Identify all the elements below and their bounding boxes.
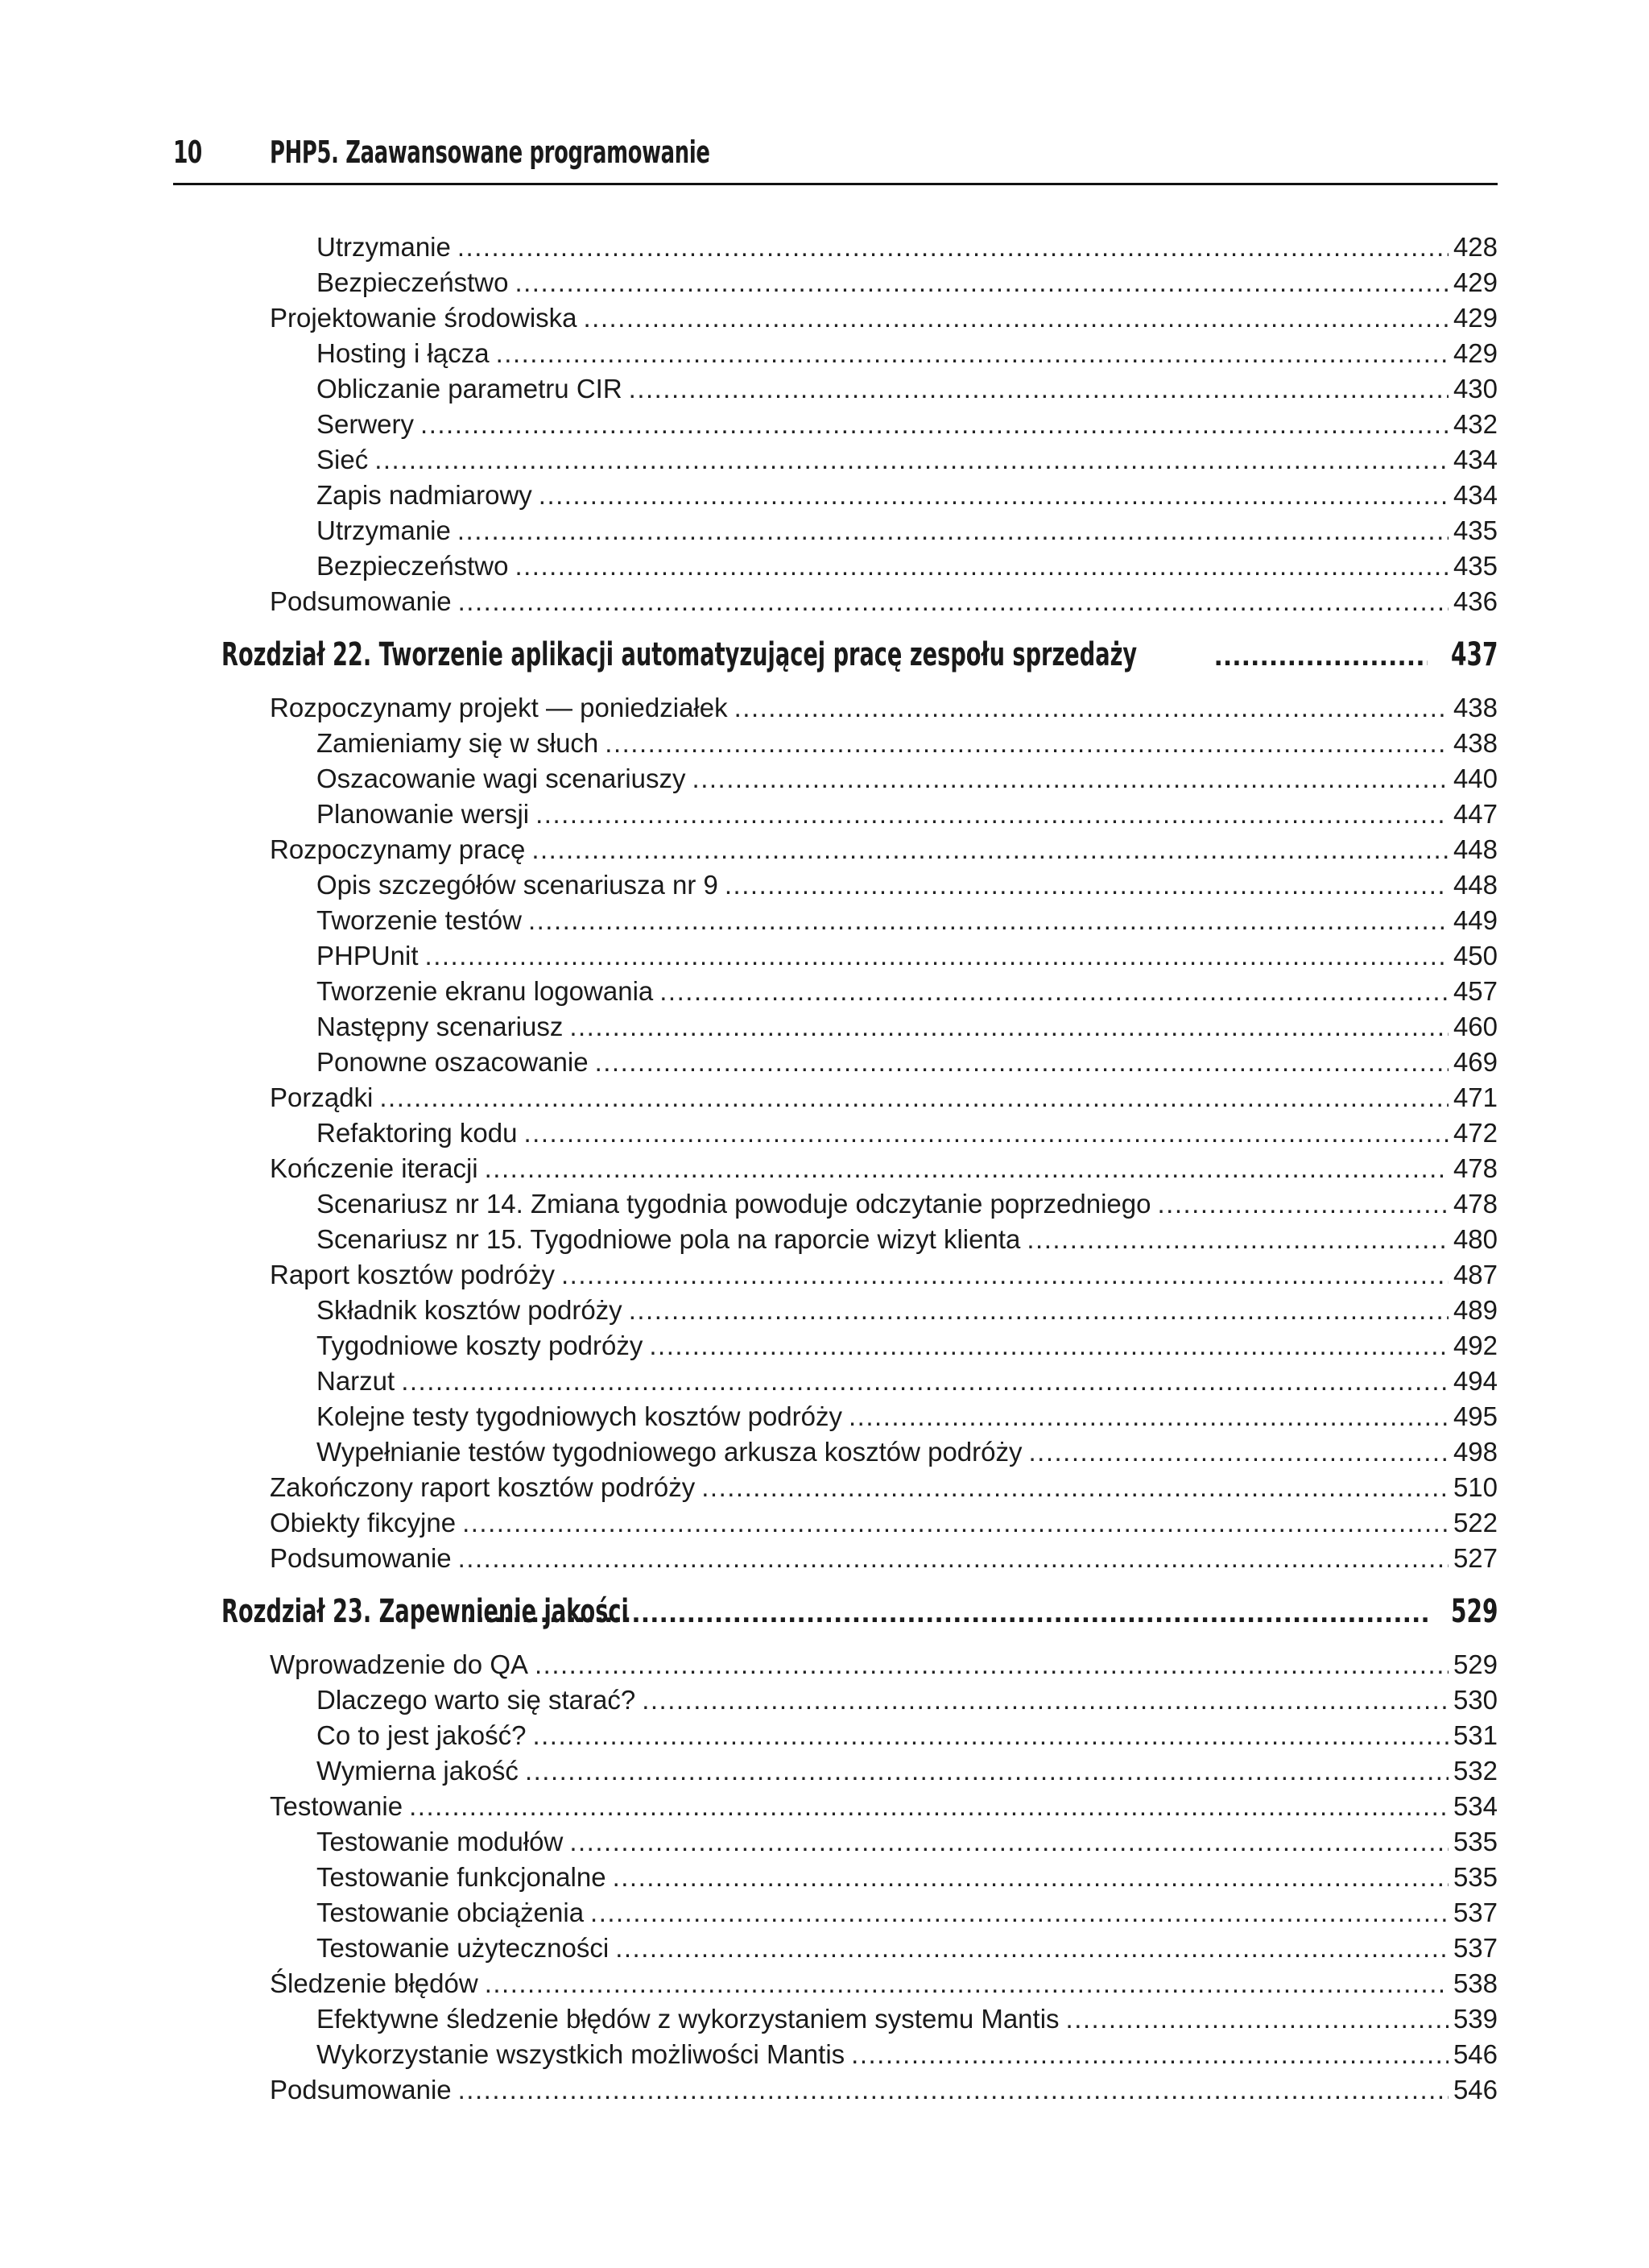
dot-leader [485, 1966, 1449, 2001]
entry-title: Kolejne testy tygodniowych kosztów podróży [316, 1401, 843, 1431]
chapter-page-number: 529 [1450, 1593, 1498, 1630]
dot-leader [1158, 1186, 1449, 1222]
dot-leader [851, 2037, 1449, 2072]
running-header [173, 133, 1498, 185]
dot-leader [401, 1364, 1449, 1399]
dot-leader [649, 1328, 1449, 1364]
toc-subsection-entry [221, 1895, 1498, 1931]
dot-leader [1027, 1222, 1449, 1257]
entry-page-number: 438 [1453, 728, 1498, 758]
entry-page-number: 434 [1453, 480, 1498, 510]
entry-title: Testowanie obciążenia [316, 1898, 585, 1927]
toc-subsection-entry [221, 1434, 1498, 1470]
dot-leader [379, 1080, 1449, 1115]
toc-subsection-entry [221, 265, 1498, 300]
entry-title: Co to jest jakość? [316, 1720, 527, 1750]
dot-leader [1066, 2001, 1449, 2037]
toc-subsection-entry [221, 1931, 1498, 1966]
dot-leader [613, 1860, 1449, 1895]
toc-section-entry [221, 584, 1498, 619]
entry-page-number: 435 [1453, 551, 1498, 581]
chapter-page-number: 437 [1450, 636, 1498, 673]
chapter-title: Rozdział 23. Zapewnienie jakości [221, 1593, 629, 1630]
dot-leader [457, 230, 1449, 265]
entry-title: Porządki [270, 1082, 374, 1112]
entry-title: Podsumowanie [270, 586, 452, 616]
entry-title: Następny scenariusz [316, 1012, 564, 1041]
entry-page-number: 489 [1453, 1295, 1498, 1325]
entry-page-number: 432 [1453, 409, 1498, 439]
dot-leader [409, 1789, 1449, 1824]
entry-page-number: 460 [1453, 1012, 1498, 1041]
entry-title: Sieć [316, 445, 369, 474]
dot-leader [525, 1753, 1449, 1789]
dot-leader [629, 371, 1449, 407]
entry-page-number: 487 [1453, 1260, 1498, 1289]
dot-leader [528, 903, 1449, 938]
toc-subsection-entry [221, 1045, 1498, 1080]
entry-page-number: 440 [1453, 764, 1498, 793]
entry-title: Podsumowanie [270, 2075, 452, 2105]
table-of-contents [221, 230, 1498, 2108]
entry-title: Ponowne oszacowanie [316, 1047, 589, 1077]
entry-title: Testowanie [270, 1791, 403, 1821]
toc-subsection-entry [221, 938, 1498, 974]
entry-page-number: 447 [1453, 799, 1498, 829]
entry-title: Testowanie użyteczności [316, 1933, 610, 1963]
toc-section-entry [221, 1470, 1498, 1505]
toc-section-entry [221, 690, 1498, 726]
entry-page-number: 472 [1453, 1118, 1498, 1148]
toc-subsection-entry [221, 2037, 1498, 2072]
toc-subsection-entry [221, 1115, 1498, 1151]
toc-section-entry [221, 1541, 1498, 1576]
toc-subsection-entry [221, 974, 1498, 1009]
toc-subsection-entry [221, 1293, 1498, 1328]
toc-subsection-entry [221, 867, 1498, 903]
entry-page-number: 430 [1453, 374, 1498, 404]
entry-page-number: 480 [1453, 1224, 1498, 1254]
toc-subsection-entry [221, 797, 1498, 832]
dot-leader [539, 478, 1449, 513]
entry-title: Serwery [316, 409, 415, 439]
dot-leader [569, 1009, 1449, 1045]
dot-leader [485, 1151, 1449, 1186]
toc-subsection-entry [221, 371, 1498, 407]
dot-leader [523, 1115, 1448, 1151]
entry-title: Wykorzystanie wszystkich możliwości Mantis [316, 2039, 845, 2069]
toc-section-entry [221, 1080, 1498, 1115]
entry-title: Wprowadzenie do QA [270, 1649, 528, 1679]
dot-leader [595, 1045, 1449, 1080]
dot-leader [458, 2072, 1449, 2108]
dot-leader [615, 1931, 1449, 1966]
entry-page-number: 537 [1453, 1898, 1498, 1927]
dot-leader [458, 584, 1449, 619]
entry-title: Tworzenie testów [316, 905, 522, 935]
dot-leader [561, 1257, 1449, 1293]
toc-section-entry [221, 1505, 1498, 1541]
entry-title: Dlaczego warto się starać? [316, 1685, 636, 1715]
entry-page-number: 527 [1453, 1543, 1498, 1573]
entry-title: Obliczanie parametru CIR [316, 374, 622, 404]
toc-subsection-entry [221, 903, 1498, 938]
entry-page-number: 428 [1453, 232, 1498, 262]
dot-leader [569, 1824, 1449, 1860]
entry-title: Składnik kosztów podróży [316, 1295, 622, 1325]
entry-title: Efektywne śledzenie błędów z wykorzystaniem systemu Mantis [316, 2004, 1060, 2034]
dot-leader [692, 761, 1449, 797]
dot-leader [734, 690, 1449, 726]
entry-page-number: 494 [1453, 1366, 1498, 1396]
toc-subsection-entry [221, 1682, 1498, 1718]
toc-subsection-entry [221, 1186, 1498, 1222]
entry-page-number: 522 [1453, 1508, 1498, 1538]
entry-title: Zamieniamy się w słuch [316, 728, 599, 758]
toc-chapter-heading [221, 631, 1498, 690]
entry-page-number: 429 [1453, 303, 1498, 333]
entry-title: Projektowanie środowiska [270, 303, 577, 333]
entry-title: Utrzymanie [316, 232, 451, 262]
dot-leader [725, 867, 1449, 903]
toc-subsection-entry [221, 478, 1498, 513]
entry-title: Testowanie modułów [316, 1827, 564, 1856]
toc-section-entry [221, 2072, 1498, 2108]
toc-section-entry [221, 1789, 1498, 1824]
toc-subsection-entry [221, 1364, 1498, 1399]
dot-leader [535, 797, 1449, 832]
dot-leader [374, 442, 1449, 478]
entry-title: Refaktoring kodu [316, 1118, 518, 1148]
entry-title: Obiekty fikcyjne [270, 1508, 457, 1538]
entry-page-number: 531 [1453, 1720, 1498, 1750]
toc-section-entry [221, 300, 1498, 336]
entry-title: Narzut [316, 1366, 395, 1396]
dot-leader [701, 1470, 1449, 1505]
dot-leader [1029, 1434, 1449, 1470]
toc-section-entry [221, 1647, 1498, 1682]
toc-section-entry [221, 832, 1498, 867]
entry-page-number: 435 [1453, 515, 1498, 545]
toc-subsection-entry [221, 761, 1498, 797]
entry-page-number: 434 [1453, 445, 1498, 474]
entry-page-number: 448 [1453, 870, 1498, 900]
entry-page-number: 478 [1453, 1153, 1498, 1183]
toc-section-entry [221, 1257, 1498, 1293]
toc-subsection-entry [221, 442, 1498, 478]
dot-leader [458, 1541, 1449, 1576]
entry-page-number: 532 [1453, 1756, 1498, 1786]
entry-page-number: 492 [1453, 1331, 1498, 1360]
entry-page-number: 535 [1453, 1862, 1498, 1892]
entry-page-number: 546 [1453, 2075, 1498, 2105]
entry-title: Utrzymanie [316, 515, 451, 545]
toc-subsection-entry [221, 1718, 1498, 1753]
entry-page-number: 478 [1453, 1189, 1498, 1219]
entry-title: Zakończony raport kosztów podróży [270, 1472, 696, 1502]
entry-page-number: 495 [1453, 1401, 1498, 1431]
toc-subsection-entry [221, 2001, 1498, 2037]
entry-page-number: 529 [1453, 1649, 1498, 1679]
entry-title: Oszacowanie wagi scenariuszy [316, 764, 686, 793]
entry-page-number: 457 [1453, 976, 1498, 1006]
entry-page-number: 471 [1453, 1082, 1498, 1112]
dot-leader [462, 1505, 1449, 1541]
entry-title: Scenariusz nr 15. Tygodniowe pola na raporcie wizyt klienta [316, 1224, 1021, 1254]
entry-title: Planowanie wersji [316, 799, 530, 829]
page-number: 10 [173, 135, 202, 170]
dot-leader [849, 1399, 1449, 1434]
entry-page-number: 450 [1453, 941, 1498, 971]
toc-subsection-entry [221, 1753, 1498, 1789]
entry-page-number: 448 [1453, 834, 1498, 864]
dot-leader [584, 300, 1449, 336]
dot-leader [532, 1718, 1448, 1753]
entry-page-number: 429 [1453, 267, 1498, 297]
entry-page-number: 537 [1453, 1933, 1498, 1963]
dot-leader [629, 1293, 1449, 1328]
dot-leader [515, 548, 1448, 584]
entry-title: Hosting i łącza [316, 338, 490, 368]
entry-title: Śledzenie błędów [270, 1968, 478, 1998]
entry-title: Kończenie iteracji [270, 1153, 478, 1183]
entry-title: Bezpieczeństwo [316, 551, 509, 581]
entry-title: Wypełnianie testów tygodniowego arkusza kosztów podróży [316, 1437, 1023, 1467]
toc-subsection-entry [221, 1399, 1498, 1434]
entry-page-number: 534 [1453, 1791, 1498, 1821]
toc-chapter-heading [221, 1587, 1498, 1647]
entry-page-number: 539 [1453, 2004, 1498, 2034]
entry-title: Testowanie funkcjonalne [316, 1862, 606, 1892]
entry-title: Raport kosztów podróży [270, 1260, 555, 1289]
dot-leader [420, 407, 1449, 442]
entry-page-number: 449 [1453, 905, 1498, 935]
entry-page-number: 436 [1453, 586, 1498, 616]
entry-title: Podsumowanie [270, 1543, 452, 1573]
dot-leader [605, 726, 1449, 761]
entry-title: Zapis nadmiarowy [316, 480, 532, 510]
toc-subsection-entry [221, 336, 1498, 371]
toc-subsection-entry [221, 1009, 1498, 1045]
entry-page-number: 535 [1453, 1827, 1498, 1856]
dot-leader [535, 1647, 1449, 1682]
toc-section-entry [221, 1966, 1498, 2001]
chapter-title: Rozdział 22. Tworzenie aplikacji automatyzującej pracę zespołu sprzedaży [221, 636, 1138, 673]
toc-subsection-entry [221, 513, 1498, 548]
entry-page-number: 546 [1453, 2039, 1498, 2069]
toc-section-entry [221, 1151, 1498, 1186]
entry-title: Tworzenie ekranu logowania [316, 976, 654, 1006]
toc-subsection-entry [221, 1328, 1498, 1364]
dot-leader [659, 974, 1449, 1009]
toc-subsection-entry [221, 1222, 1498, 1257]
entry-title: Rozpoczynamy pracę [270, 834, 526, 864]
dot-leader [496, 336, 1449, 371]
dot-leader [425, 938, 1449, 974]
entry-page-number: 530 [1453, 1685, 1498, 1715]
entry-page-number: 510 [1453, 1472, 1498, 1502]
entry-title: Tygodniowe koszty podróży [316, 1331, 643, 1360]
entry-title: Wymierna jakość [316, 1756, 519, 1786]
toc-subsection-entry [221, 726, 1498, 761]
entry-page-number: 429 [1453, 338, 1498, 368]
entry-title: PHPUnit [316, 941, 419, 971]
dot-leader [1213, 634, 1427, 682]
book-title: PHP5. Zaawansowane programowanie [270, 135, 710, 170]
toc-subsection-entry [221, 407, 1498, 442]
entry-title: Rozpoczynamy projekt — poniedziałek [270, 693, 728, 722]
dot-leader [515, 265, 1448, 300]
entry-page-number: 438 [1453, 693, 1498, 722]
entry-page-number: 538 [1453, 1968, 1498, 1998]
dot-leader [590, 1895, 1449, 1931]
entry-title: Bezpieczeństwo [316, 267, 509, 297]
dot-leader [531, 832, 1449, 867]
toc-subsection-entry [221, 230, 1498, 265]
entry-title: Scenariusz nr 14. Zmiana tygodnia powoduje odczytanie poprzedniego [316, 1189, 1151, 1219]
toc-subsection-entry [221, 548, 1498, 584]
dot-leader [642, 1682, 1449, 1718]
entry-title: Opis szczegółów scenariusza nr 9 [316, 870, 718, 900]
toc-subsection-entry [221, 1860, 1498, 1895]
entry-page-number: 498 [1453, 1437, 1498, 1467]
toc-subsection-entry [221, 1824, 1498, 1860]
dot-leader [457, 513, 1449, 548]
entry-page-number: 469 [1453, 1047, 1498, 1077]
